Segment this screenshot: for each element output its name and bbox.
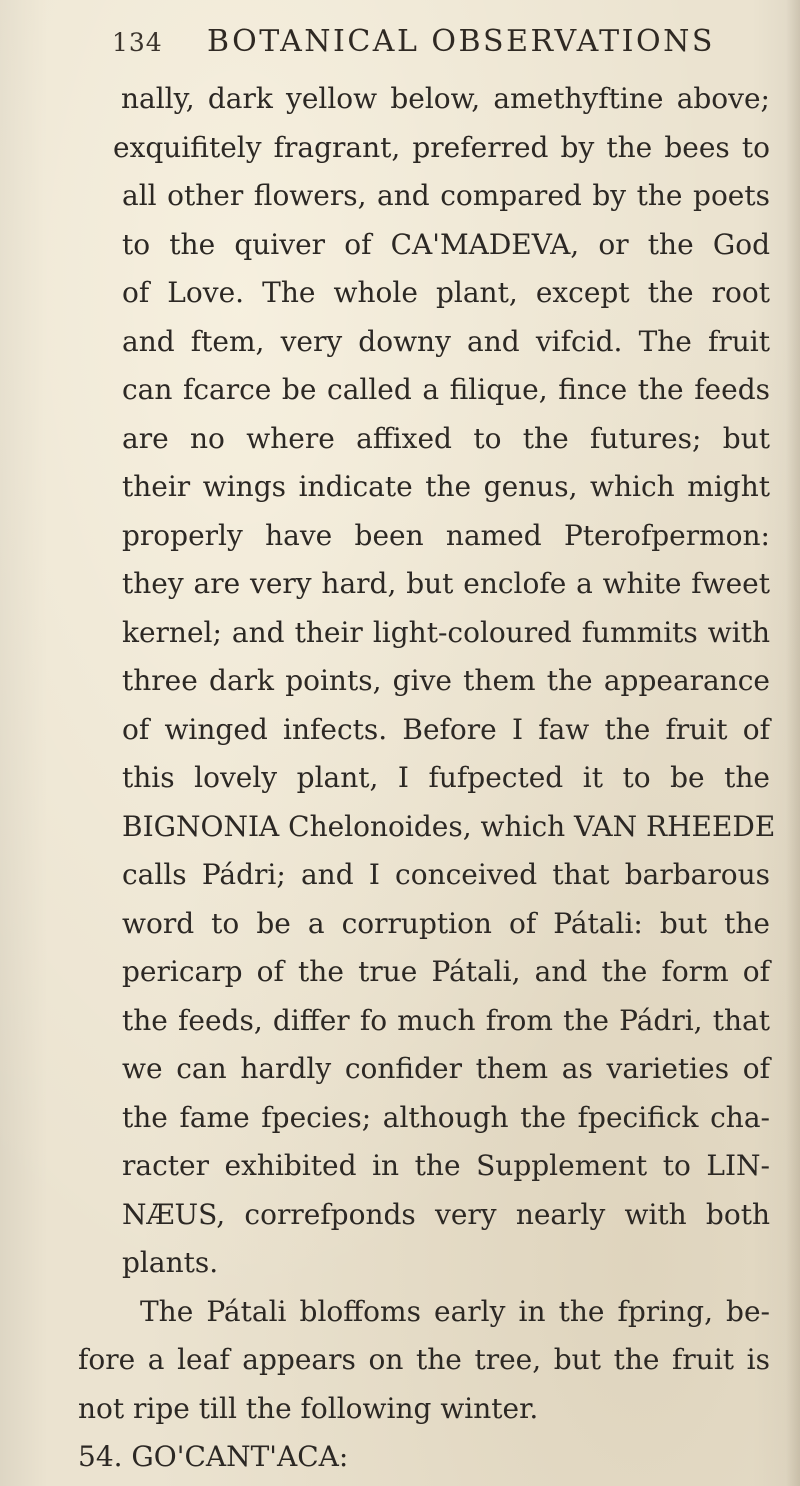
text-line: plants. — [122, 1246, 219, 1279]
running-title: BOTANICAL OBSERVATIONS — [207, 24, 715, 59]
text-line: exquifitely fragrant, preferred by the bees to — [113, 131, 770, 164]
text-line: fore a leaf appears on the tree, but the fruit is — [78, 1343, 770, 1376]
page-number: 134 — [112, 28, 163, 57]
text-line: kernel; and their light-coloured fummits with — [122, 616, 770, 649]
text-line: word to be a corruption of Pátali: but the — [122, 907, 770, 940]
page-edge-shadow — [786, 0, 800, 1486]
text-line: their wings indicate the genus, which might — [122, 470, 770, 503]
text-line: they are very hard, but enclofe a white fweet — [122, 567, 770, 600]
running-head — [0, 22, 800, 62]
text-line: to the quiver of CA'MADEVA, or the God — [122, 228, 770, 261]
text-line: nally, dark yellow below, amethyftine above; — [121, 82, 770, 115]
text-line: NÆUS, correfponds very nearly with both — [122, 1198, 770, 1231]
text-line: and ftem, very downy and vifcid. The fruit — [122, 325, 770, 358]
text-line: we can hardly confider them as varieties of — [122, 1052, 770, 1085]
text-line: of winged infects. Before I faw the fruit of — [122, 713, 770, 746]
text-line: are no where affixed to the futures; but — [122, 422, 770, 455]
text-line: calls Pádri; and I conceived that barbarous — [122, 858, 770, 891]
text-line: properly have been named Pterofpermon: — [122, 519, 770, 552]
text-line: pericarp of the true Pátali, and the form of — [122, 955, 770, 988]
text-line: BIGNONIA Chelonoides, which VAN RHEEDE — [122, 810, 776, 843]
text-line: The Pátali bloffoms early in the fpring, be- — [140, 1295, 770, 1328]
text-line: three dark points, give them the appearance — [122, 664, 770, 697]
text-line: the fame fpecies; although the fpecifick cha- — [122, 1101, 770, 1134]
text-line: all other flowers, and compared by the poets — [122, 179, 770, 212]
text-line: can fcarce be called a filique, fince the feeds — [122, 373, 770, 406]
text-line: of Love. The whole plant, except the root — [122, 276, 770, 309]
text-line: this lovely plant, I fufpected it to be the — [122, 761, 770, 794]
text-line: not ripe till the following winter. — [78, 1392, 539, 1425]
text-line: racter exhibited in the Supplement to LIN- — [122, 1149, 770, 1182]
text-line: 54. GO'CANT'ACA: — [78, 1440, 349, 1473]
text-line: the feeds, differ fo much from the Pádri, that — [122, 1004, 770, 1037]
